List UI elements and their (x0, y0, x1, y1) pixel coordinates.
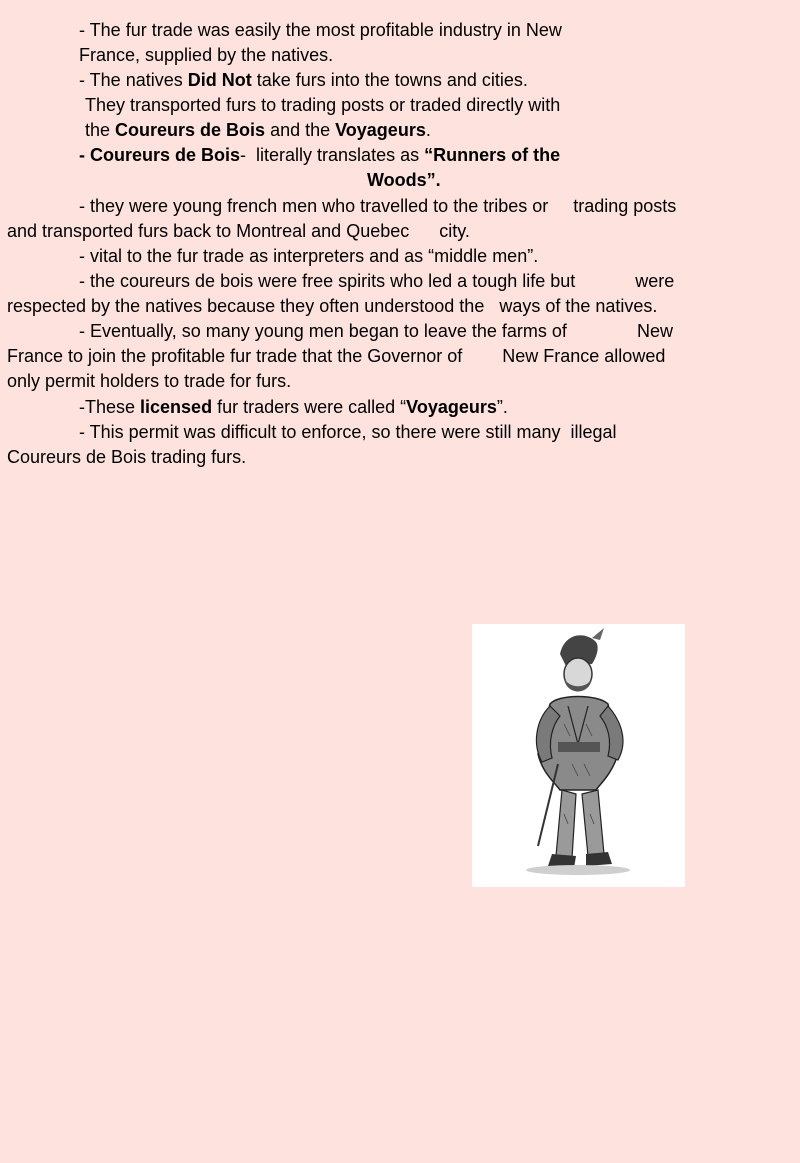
hat-feather (592, 628, 604, 640)
text-run-bold: Voyageurs (335, 120, 426, 140)
text-run-bold: licensed (140, 397, 213, 417)
sash-shape (558, 742, 600, 752)
text-line (79, 43, 333, 68)
text-line (7, 369, 291, 394)
text-run: France to join the profitable fur trade that the Governor of New France allowed (7, 346, 666, 366)
text-line (7, 219, 470, 244)
text-run: ”. (496, 397, 508, 417)
text-line (79, 143, 560, 168)
text-run: - literally translates as (240, 145, 425, 165)
text-run: Coureurs de Bois trading furs. (7, 447, 247, 467)
text-run-bold: Did Not (187, 70, 252, 90)
text-run: France, supplied by the natives. (79, 45, 334, 65)
text-line (79, 18, 562, 43)
coureur-de-bois-illustration-icon (472, 624, 685, 887)
text-run: - the coureurs de bois were free spirits who led a tough life but were (79, 271, 675, 291)
text-line (79, 194, 676, 219)
text-run: - vital to the fur trade as interpreters and as “middle men”. (79, 246, 539, 266)
text-run-bold: “Runners of the (424, 145, 561, 165)
text-run: respected by the natives because they often understood the ways of the natives. (7, 296, 658, 316)
text-run-bold: Woods”. (367, 170, 441, 190)
text-run: - The natives (79, 70, 188, 90)
text-run: - Eventually, so many young men began to leave the farms of New (79, 321, 673, 341)
text-line (79, 395, 508, 420)
text-run: They transported furs to trading posts or traded directly with (85, 95, 561, 115)
text-run: the (85, 120, 116, 140)
text-run-bold: Voyageurs (406, 397, 497, 417)
text-line (7, 344, 665, 369)
text-run: - The fur trade was easily the most profitable industry in New (79, 20, 562, 40)
text-line (79, 420, 617, 445)
illustration-svg (472, 624, 685, 887)
text-line (79, 68, 528, 93)
text-line (85, 93, 560, 118)
text-run: take furs into the towns and cities. (251, 70, 528, 90)
text-run-bold: - Coureurs de Bois (79, 145, 241, 165)
text-line (367, 168, 441, 193)
right-boot (586, 852, 612, 866)
text-line (7, 445, 246, 470)
text-run: and transported furs back to Montreal and Quebec city. (7, 221, 470, 241)
text-line (7, 294, 657, 319)
text-run: fur traders were called “ (212, 397, 407, 417)
text-run: - they were young french men who travelled to the tribes or trading posts (79, 196, 677, 216)
text-run: - This permit was difficult to enforce, so there were still many illegal (79, 422, 617, 442)
text-line (85, 118, 431, 143)
text-run: and the (265, 120, 336, 140)
text-line (79, 244, 538, 269)
text-run: only permit holders to trade for furs. (7, 371, 292, 391)
right-leg (582, 790, 604, 856)
ground-shadow (526, 865, 630, 875)
text-run: . (425, 120, 431, 140)
text-run-bold: Coureurs de Bois (115, 120, 266, 140)
text-line (79, 319, 673, 344)
text-line (79, 269, 674, 294)
left-leg (556, 790, 576, 858)
text-run: -These (79, 397, 141, 417)
